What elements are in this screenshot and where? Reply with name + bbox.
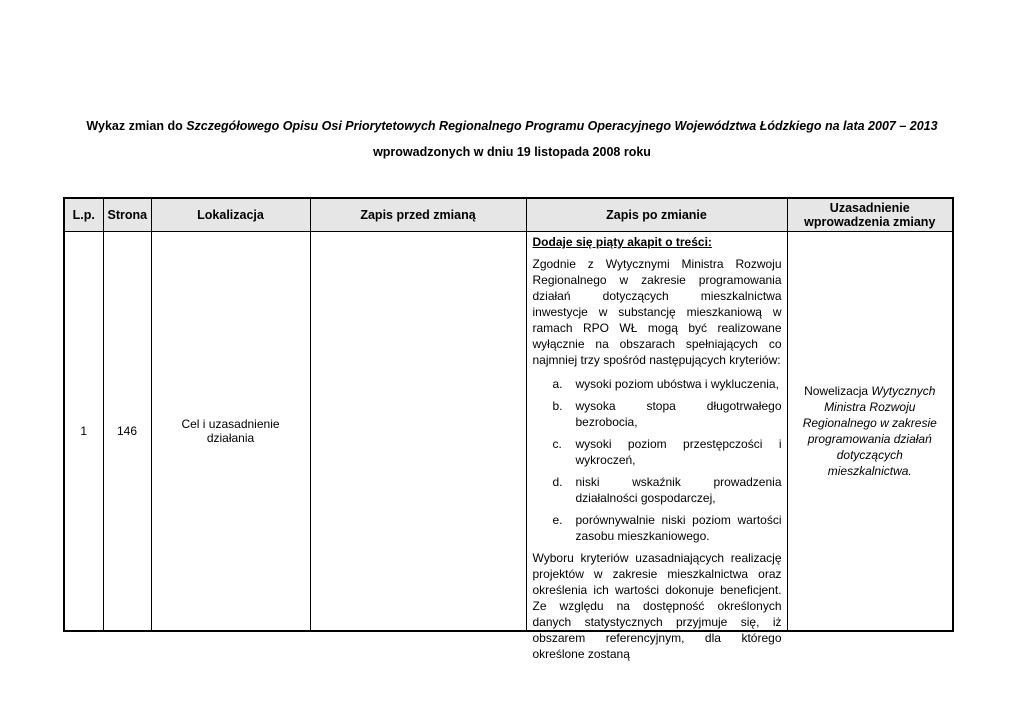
header-zapis-przed: Zapis przed zmianą xyxy=(310,198,526,232)
uzasadnienie-prefix: Nowelizacja xyxy=(804,384,872,398)
criteria-text: wysoki poziom ubóstwa i wykluczenia, xyxy=(575,377,779,391)
zapis-po-intro: Zgodnie z Wytycznymi Ministra Rozwoju Regionalnego w zakresie programowania działań dotyczących mieszkalnictwa inwestycje w substancję mieszkaniową w ramach RPO WŁ mogą być realizowane wyłącznie na obszarach spełniających co najmniej trzy spośród następujących kryteriów: xyxy=(532,257,782,367)
zapis-po-closing: Wyboru kryteriów uzasadniających realizację projektów w zakresie mieszkalnictwa oraz określenia ich wartości dokonuje beneficjent. Ze względu na dostępność określonych danych statystycznych przyjmuje się, iż obszarem referencyjnym, dla którego określone zostaną xyxy=(532,551,782,661)
criteria-letter: e. xyxy=(552,513,563,527)
document-subtitle: wprowadzonych w dniu 19 listopada 2008 roku xyxy=(373,145,651,159)
cell-strona: 146 xyxy=(103,232,151,632)
title-italic: Szczegółowego Opisu Osi Priorytetowych Regionalnego Programu Operacyjnego Województwa Łódzkiego na lata 2007 – 2013 xyxy=(186,119,938,133)
list-item xyxy=(533,512,782,544)
list-item xyxy=(533,436,782,468)
cell-lokalizacja: Cel i uzasadnienie działania xyxy=(151,232,310,632)
cell-zapis-po xyxy=(526,232,787,661)
criteria-letter: d. xyxy=(552,475,563,489)
list-item xyxy=(533,474,782,506)
zapis-po-heading: Dodaje się piąty akapit o treści: xyxy=(532,235,712,249)
document-title xyxy=(0,117,1024,135)
criteria-letter: a. xyxy=(552,377,563,391)
cell-lp: 1 xyxy=(64,232,103,632)
changes-table xyxy=(63,197,954,661)
table-header-row xyxy=(64,198,953,232)
cell-zapis-przed xyxy=(310,232,526,632)
header-lokalizacja: Lokalizacja xyxy=(151,198,310,232)
document-title-block xyxy=(0,117,1024,161)
header-zapis-po: Zapis po zmianie xyxy=(526,198,787,232)
cell-uzasadnienie xyxy=(787,232,953,632)
header-strona: Strona xyxy=(103,198,151,232)
criteria-text: wysoka stopa długotrwałego bezrobocia, xyxy=(575,399,782,429)
table-row xyxy=(64,232,953,632)
criteria-letter: c. xyxy=(552,437,562,451)
criteria-list xyxy=(533,376,782,544)
header-lp: L.p. xyxy=(64,198,103,232)
title-prefix: Wykaz zmian do xyxy=(86,119,187,133)
criteria-text: niski wskaźnik prowadzenia działalności gospodarczej, xyxy=(575,475,782,505)
criteria-text: wysoki poziom przestępczości i wykroczeń, xyxy=(575,437,782,467)
zapis-po-content xyxy=(532,234,782,661)
criteria-letter: b. xyxy=(552,399,563,413)
list-item xyxy=(533,398,782,430)
list-item xyxy=(533,376,782,392)
criteria-text: porównywalnie niski poziom wartości zasobu mieszkaniowego. xyxy=(575,513,782,543)
header-uzasadnienie: Uzasadnienie wprowadzenia zmiany xyxy=(787,198,953,232)
uzasadnienie-italic: Wytycznych Ministra Rozwoju Regionalnego w zakresie programowania działań dotyczących mieszkalnictwa. xyxy=(802,384,937,478)
